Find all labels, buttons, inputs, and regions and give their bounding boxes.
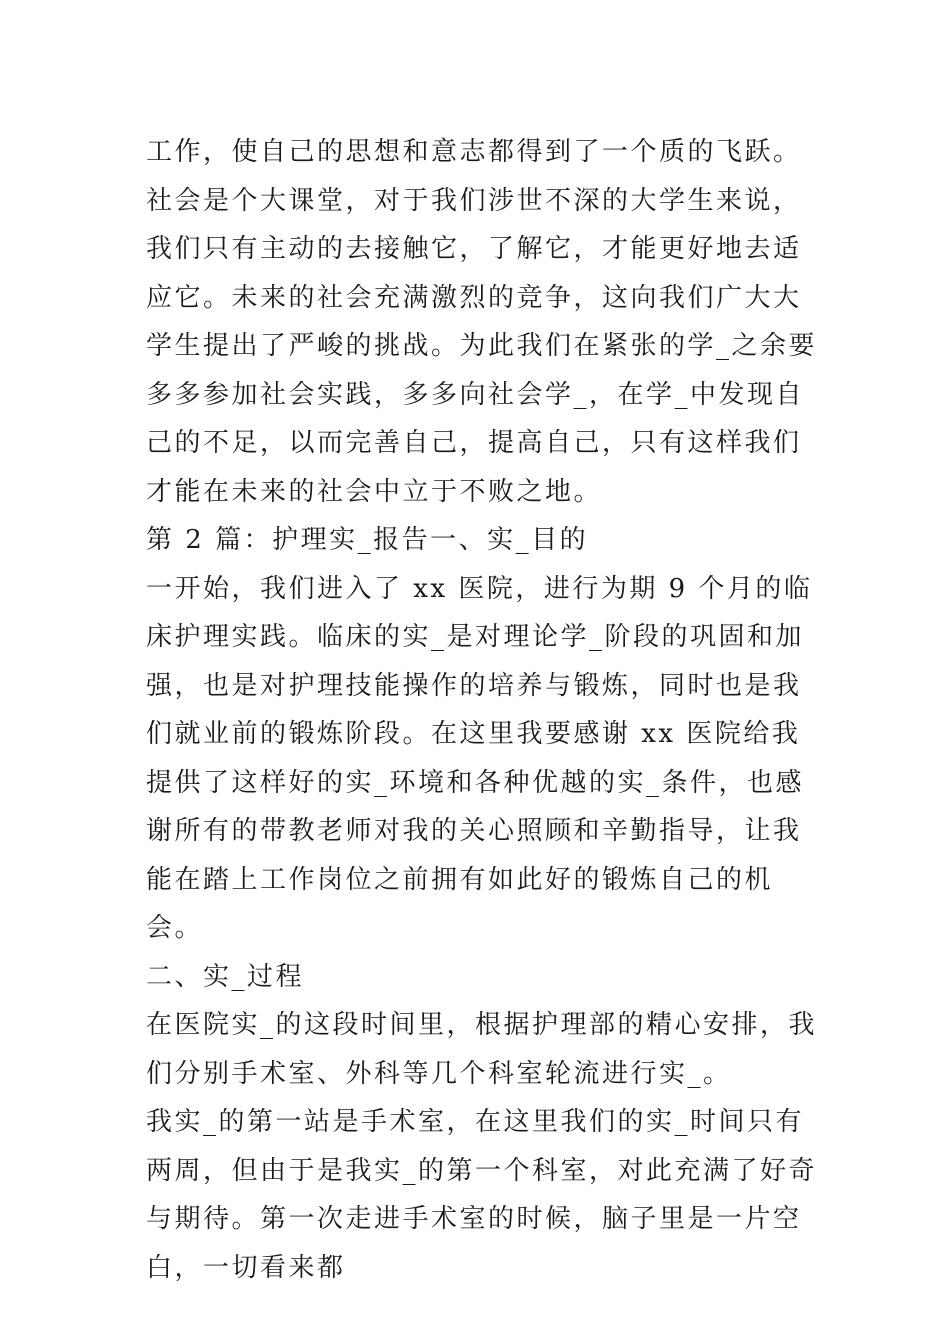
section-heading-report: 第 2 篇：护理实_报告一、实_目的 xyxy=(146,525,589,555)
document-body xyxy=(146,128,818,1292)
section-heading-process: 二、实_过程 xyxy=(146,961,305,992)
paragraph-social-practice: 工作，使自己的思想和意志都得到了一个质的飞跃。社会是个大课堂，对于我们涉世不深的大学生来说，我们只有主动的去接触它，了解它，才能更好地去适应它。未来的社会充满激烈的竞争，这向我们广大大学生提出了严峻的挑战。为此我们在紧张的学_之余要多多参加社会实践，多多向社会学_，在学_中发现自己的不足，以而完善自己，提高自己，只有这样我们才能在未来的社会中立于不败之地。 xyxy=(146,137,818,507)
paragraph-operating-room: 我实_的第一站是手术室，在这里我们的实_时间只有两周，但由于是我实_的第一个科室，对此充满了好奇与期待。第一次走进手术室的时候，脑子里是一片空白，一切看来都 xyxy=(146,1107,818,1283)
paragraph-rotation: 在医院实_的这段时间里，根据护理部的精心安排，我们分别手术室、外科等几个科室轮流进行实_。 xyxy=(146,1010,818,1089)
paragraph-purpose: 一开始，我们进入了 xx 医院，进行为期 9 个月的临床护理实践。临床的实_是对理论学_阶段的巩固和加强，也是对护理技能操作的培养与锻炼，同时也是我们就业前的锻炼阶段。在这里我要感谢 xx 医院给我提供了这样好的实_环境和各种优越的实_条件，也感谢所有的带教老师对我的关心照顾和辛勤指导，让我能在踏上工作岗位之前拥有如此好的锻炼自己的机会。 xyxy=(146,573,813,943)
